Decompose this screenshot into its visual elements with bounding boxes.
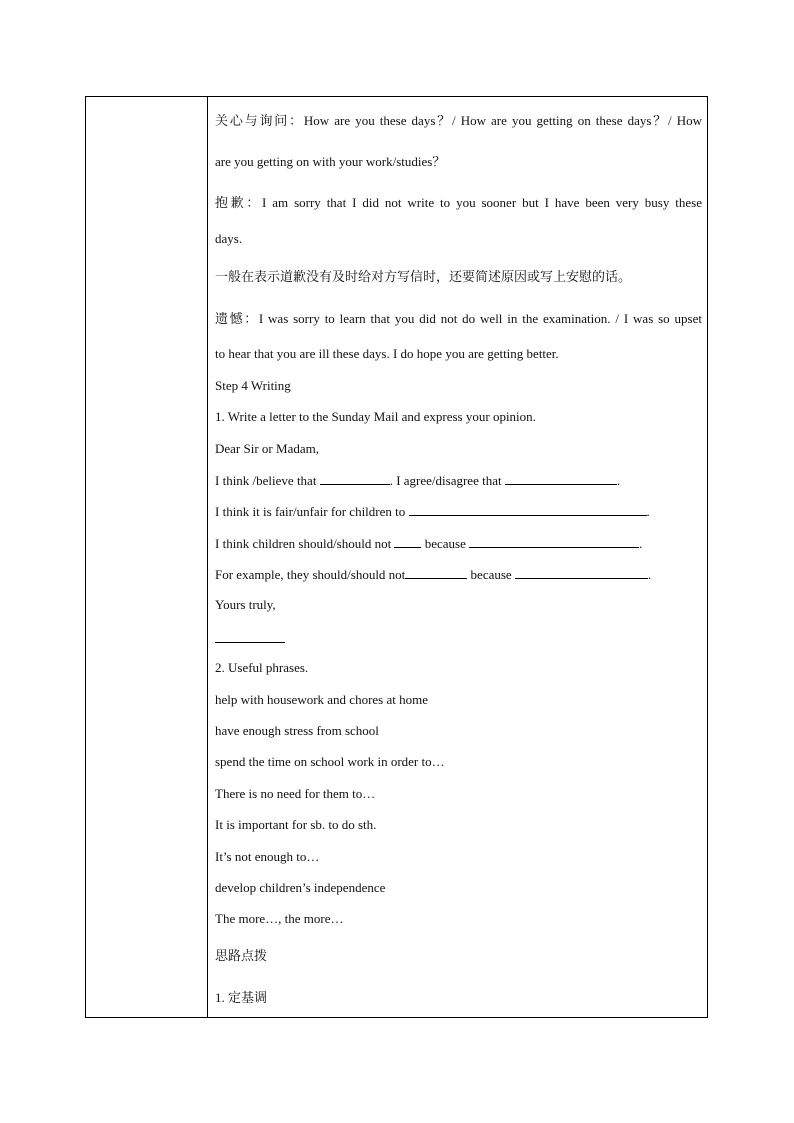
regret-label: 遗憾：: [215, 311, 259, 326]
phrase-item: develop children’s independence: [215, 880, 386, 895]
frame-1-text-b: . I agree/disagree that: [389, 473, 505, 488]
blank-3: [409, 503, 647, 516]
phrase-item: have enough stress from school: [215, 723, 379, 738]
blank-2: [505, 472, 617, 485]
phrase-item: spend the time on school work in order to…: [215, 754, 445, 769]
regret-text-1: I was sorry to learn that you did not do well in the examination. / I was so upset: [258, 311, 702, 326]
closing: Yours truly,: [215, 597, 276, 612]
apology-line-1: [215, 195, 702, 211]
phrase-item: The more…, the more…: [215, 911, 344, 926]
apology-label: 抱歉：: [215, 195, 263, 210]
frame-line-4: [215, 566, 651, 583]
frame-2-text-b: .: [646, 504, 650, 519]
column-divider: [207, 97, 208, 1017]
phrase-item: It’s not enough to…: [215, 849, 320, 864]
signature-blank: [215, 642, 285, 643]
step-heading: Step 4 Writing: [215, 378, 291, 393]
concern-label: 关心与询问：: [215, 113, 304, 128]
phrase-item: help with housework and chores at home: [215, 692, 429, 707]
frame-line-2: [215, 503, 650, 520]
frame-4-text-a: For example, they should/should not: [215, 567, 406, 582]
apology-line-2: days.: [215, 231, 243, 246]
tips-heading: 思路点拨: [215, 948, 268, 963]
blank-7: [515, 566, 648, 579]
blank-4: [394, 535, 421, 548]
frame-line-1: [215, 472, 620, 489]
regret-line-2: to hear that you are ill these days. I do hope you are getting better.: [215, 346, 559, 361]
frame-3-text-b: because: [421, 536, 470, 551]
frame-1-text-c: .: [616, 473, 621, 488]
concern-line-1: [215, 113, 702, 129]
frame-line-3: [215, 535, 642, 552]
blank-1: [320, 472, 390, 485]
concern-text-1: How are you these days？/ How are you getting on these days？/ How: [303, 113, 702, 128]
apology-text-1: I am sorry that I did not write to you sooner but I have been very busy these: [262, 195, 702, 210]
tip-1: 1. 定基调: [215, 990, 268, 1005]
lesson-table: [85, 96, 708, 1018]
frame-4-text-c: .: [647, 567, 652, 582]
phrase-item: There is no need for them to…: [215, 786, 376, 801]
task-1: 1. Write a letter to the Sunday Mail and express your opinion.: [215, 409, 536, 424]
frame-3-text-a: I think children should/should not: [215, 536, 395, 551]
frame-1-text-a: I think /believe that: [215, 473, 320, 488]
frame-4-text-b: because: [467, 567, 515, 582]
regret-line-1: [215, 311, 702, 327]
blank-6: [405, 566, 467, 579]
frame-3-text-c: .: [639, 536, 643, 551]
concern-line-2: are you getting on with your work/studies？: [215, 154, 446, 169]
apology-note: 一般在表示道歉没有及时给对方写信时，还要简述原因或写上安慰的话。: [215, 269, 632, 284]
phrase-item: It is important for sb. to do sth.: [215, 817, 377, 832]
task-2: 2. Useful phrases.: [215, 660, 309, 675]
salutation: Dear Sir or Madam,: [215, 441, 319, 456]
frame-2-text-a: I think it is fair/unfair for children to: [215, 504, 409, 519]
blank-5: [469, 535, 639, 548]
